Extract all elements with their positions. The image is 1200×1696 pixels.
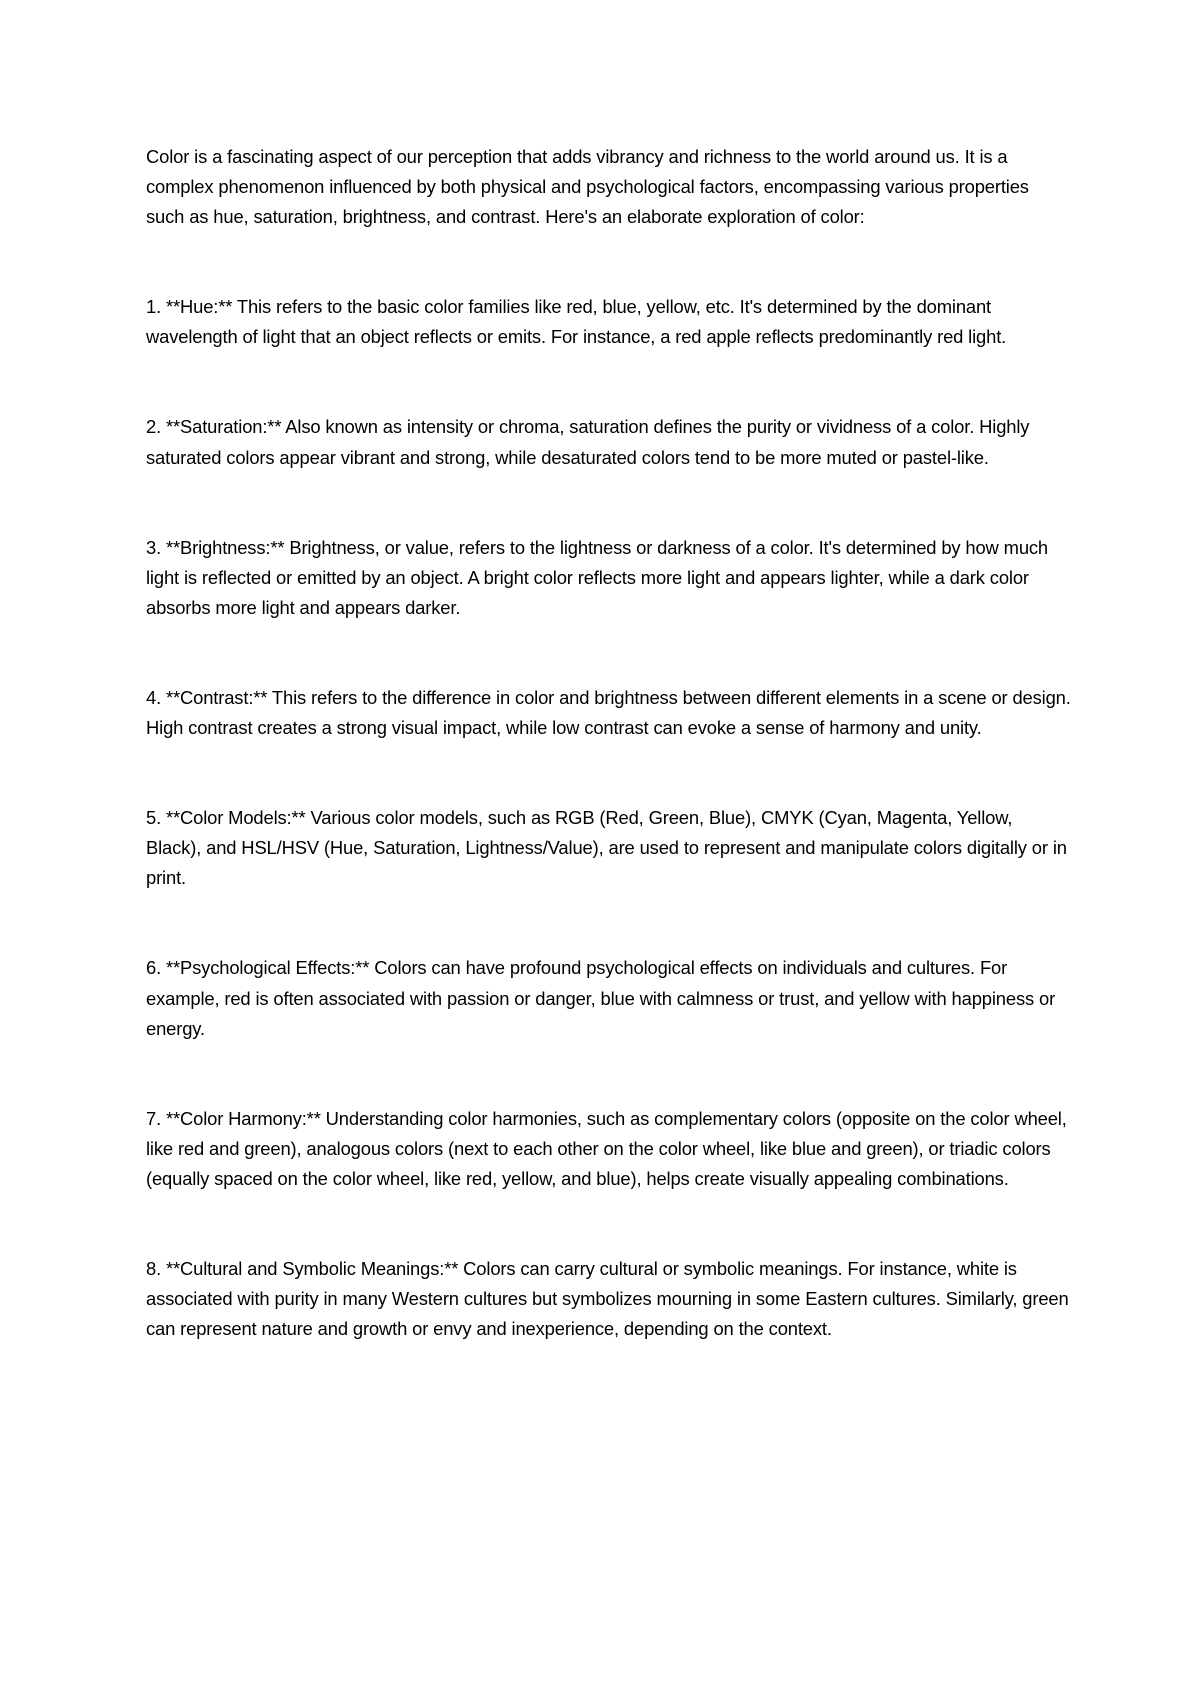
paragraph-spacer: [146, 1044, 1071, 1104]
contrast-paragraph: 4. **Contrast:** This refers to the difference in color and brightness between different elements in a scene or design. High contrast creates a strong visual impact, while low contrast can evoke a sense of harmony and unity.: [146, 686, 1071, 739]
paragraph-spacer: [146, 232, 1071, 292]
psychological-effects-paragraph: 6. **Psychological Effects:** Colors can have profound psychological effects on individuals and cultures. For example, red is often associated with passion or danger, blue with calmness or trust, and yellow with happiness or energy.: [146, 957, 1056, 1039]
saturation-paragraph: 2. **Saturation:** Also known as intensity or chroma, saturation defines the purity or vividness of a color. Highly saturated colors appear vibrant and strong, while desaturated colors tend to be more muted or pastel-like.: [146, 416, 1030, 468]
paragraph-spacer: [146, 623, 1071, 683]
document-body: [146, 142, 1071, 1344]
intro-paragraph: Color is a fascinating aspect of our perception that adds vibrancy and richness to the world around us. It is a complex phenomenon influenced by both physical and psychological factors, encompassing various properties such as hue, saturation, brightness, and contrast. Here's an elaborate exploration of color:: [146, 146, 1029, 228]
hue-paragraph: 1. **Hue:** This refers to the basic color families like red, blue, yellow, etc. It's determined by the dominant wavelength of light that an object reflects or emits. For instance, a red apple reflects predominantly red light.: [146, 296, 1007, 348]
paragraph-spacer: [146, 893, 1071, 953]
paragraph-spacer: [146, 743, 1071, 803]
paragraph-spacer: [146, 473, 1071, 533]
paragraph-spacer: [146, 352, 1071, 412]
brightness-paragraph: 3. **Brightness:** Brightness, or value, refers to the lightness or darkness of a color. It's determined by how much light is reflected or emitted by an object. A bright color reflects more light and appears lighter, while a dark color absorbs more light and appears darker.: [146, 536, 1049, 618]
color-models-paragraph: 5. **Color Models:** Various color models, such as RGB (Red, Green, Blue), CMYK (Cyan, Magenta, Yellow, Black), and HSL/HSV (Hue, Saturation, Lightness/Value), are used to represent and manipulate colors digitally or in print.: [146, 807, 1067, 889]
cultural-meanings-paragraph: 8. **Cultural and Symbolic Meanings:** Colors can carry cultural or symbolic meanings. For instance, white is associated with purity in many Western cultures but symbolizes mourning in some Eastern cultures. Similarly, green can represent nature and growth or envy and inexperience, depending on the context.: [146, 1257, 1069, 1340]
color-harmony-paragraph: 7. **Color Harmony:** Understanding color harmonies, such as complementary colors (opposite on the color wheel, like red and green), analogous colors (next to each other on the color wheel, like blue and green), or triadic colors (equally spaced on the color wheel, like red, yellow, and blue), helps create visually appealing combinations.: [146, 1107, 1067, 1189]
paragraph-spacer: [146, 1194, 1071, 1254]
